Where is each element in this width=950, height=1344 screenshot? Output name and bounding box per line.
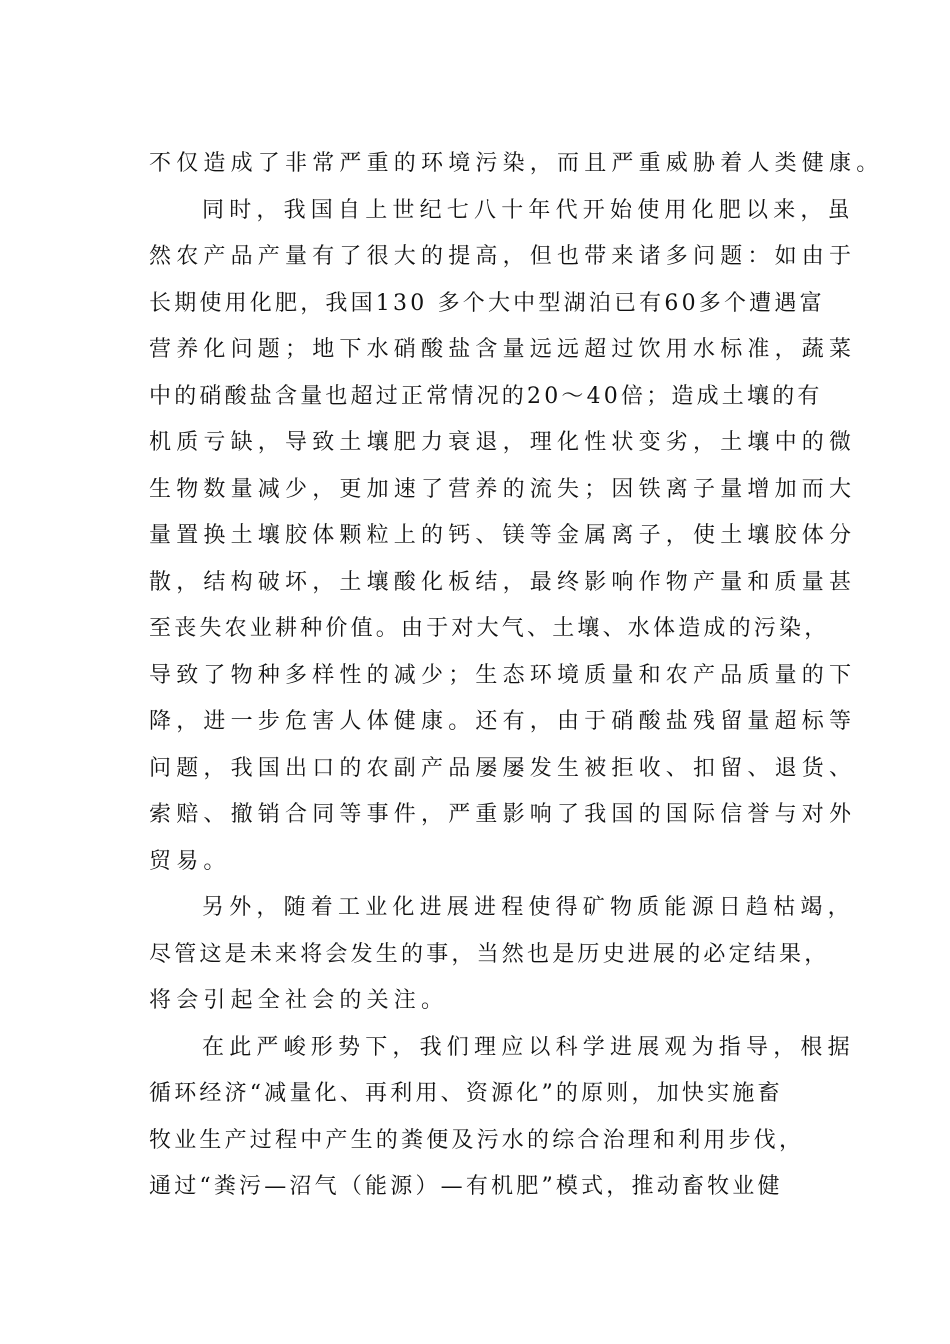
- text-line-21: 循环经济“减量化、再利用、资源化”的原则，加快实施畜: [149, 1081, 783, 1106]
- text-line-23: 通过“粪污—沼气（能源）—有机肥”模式，推动畜牧业健: [149, 1174, 783, 1199]
- text-line-16: 贸易。: [149, 848, 231, 874]
- text-line-6: 中的硝酸盐含量也超过正常情况的20～40倍；造成土壤的有: [149, 383, 823, 409]
- text-line-2: 同时，我国自上世纪七八十年代开始使用化肥以来，虽: [202, 197, 855, 223]
- text-line-15: 索赔、撤销合同等事件，严重影响了我国的国际信誉与对外: [149, 802, 857, 827]
- text-line-18: 尽管这是未来将会发生的事，当然也是历史进展的必定结果，: [149, 941, 830, 967]
- text-line-22: 牧业生产过程中产生的粪便及污水的综合治理和利用步伐，: [149, 1127, 805, 1153]
- text-line-12: 导致了物种多样性的减少；生态环境质量和农产品质量的下: [149, 662, 857, 688]
- text-line-4: 长期使用化肥，我国130 多个大中型湖泊已有60多个遭遇富: [149, 290, 825, 316]
- text-line-14: 问题，我国出口的农副产品屡屡发生被拒收、扣留、退货、: [149, 755, 857, 781]
- text-line-17: 另外，随着工业化进展进程使得矿物质能源日趋枯竭，: [202, 895, 855, 920]
- text-line-11: 至丧失农业耕种价值。由于对大气、土壤、水体造成的污染，: [149, 616, 830, 641]
- text-line-9: 量置换土壤胶体颗粒上的钙、镁等金属离子，使土壤胶体分: [149, 523, 857, 548]
- text-line-5: 营养化问题；地下水硝酸盐含量远远超过饮用水标准，蔬菜: [149, 337, 857, 362]
- text-line-10: 散，结构破坏，土壤酸化板结，最终影响作物产量和质量甚: [149, 569, 857, 595]
- body-text: [149, 141, 884, 1211]
- text-line-8: 生物数量减少，更加速了营养的流失；因铁离子量增加而大: [149, 476, 857, 502]
- text-line-13: 降，进一步危害人体健康。还有，由于硝酸盐残留量超标等: [149, 709, 857, 734]
- text-line-7: 机质亏缺，导致土壤肥力衰退，理化性状变劣，土壤中的微: [149, 430, 857, 455]
- text-line-3: 然农产品产量有了很大的提高，但也带来诸多问题：如由于: [149, 244, 857, 269]
- text-line-1: 不仅造成了非常严重的环境污染，而且严重威胁着人类健康。: [149, 151, 884, 176]
- text-line-20: 在此严峻形势下，我们理应以科学进展观为指导，根据: [202, 1034, 855, 1060]
- text-line-19: 将会引起全社会的关注。: [149, 988, 449, 1013]
